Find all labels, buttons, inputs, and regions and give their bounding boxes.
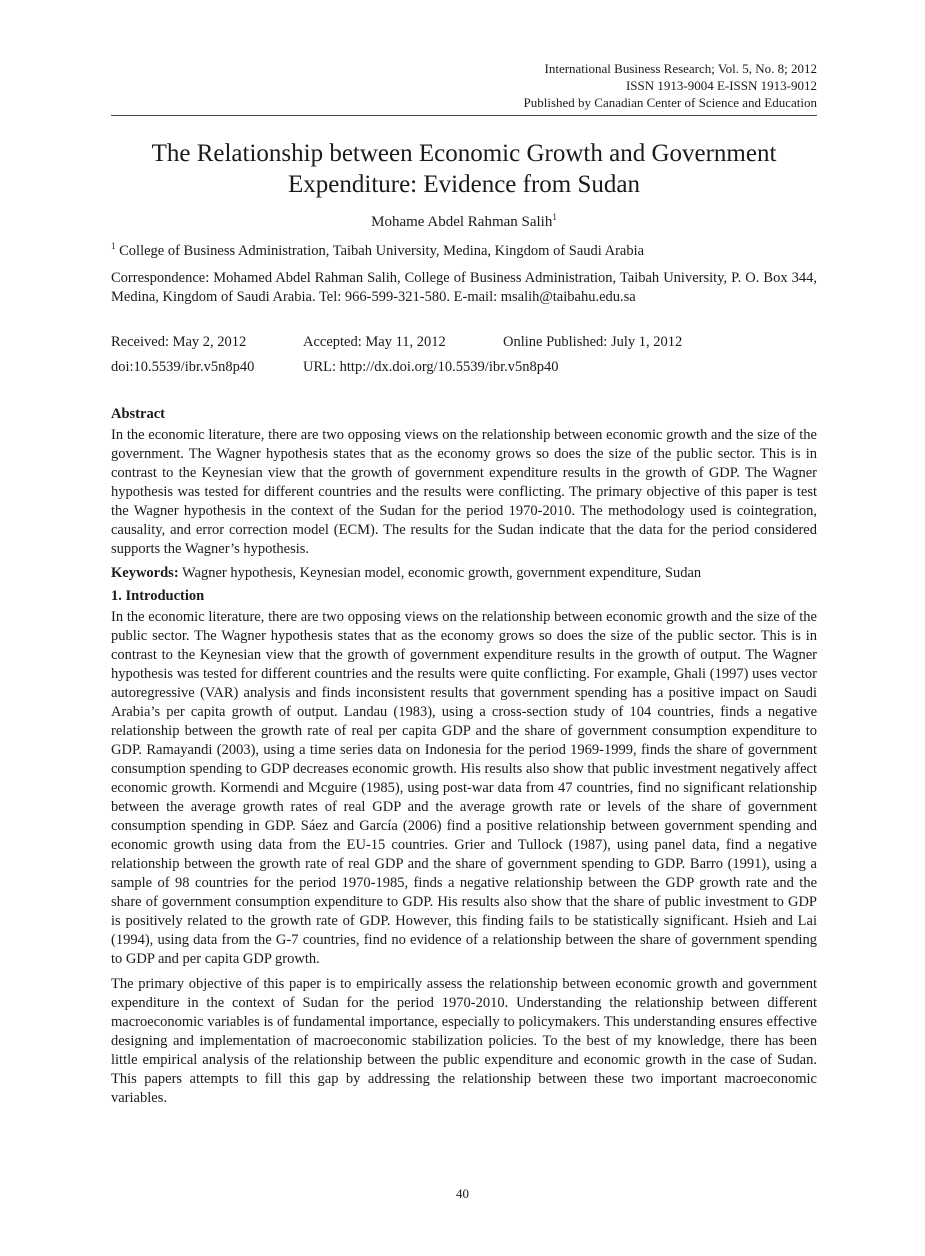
abstract-heading: Abstract bbox=[111, 405, 165, 422]
title-line-2: Expenditure: Evidence from Sudan bbox=[288, 171, 640, 198]
dates-block bbox=[111, 330, 817, 380]
header-rule bbox=[111, 115, 817, 116]
affiliation-text: College of Business Administration, Taibah University, Medina, Kingdom of Saudi Arabia bbox=[119, 242, 645, 259]
url-link[interactable]: URL: http://dx.doi.org/10.5539/ibr.v5n8p40 bbox=[303, 358, 559, 375]
keywords-text: Wagner hypothesis, Keynesian model, economic growth, government expenditure, Sudan bbox=[178, 564, 702, 581]
received-date: Received: May 2, 2012 bbox=[111, 333, 247, 350]
affiliation bbox=[111, 241, 817, 260]
issn-line: ISSN 1913-9004 E-ISSN 1913-9012 bbox=[625, 78, 817, 93]
running-header bbox=[111, 60, 817, 111]
page bbox=[111, 60, 817, 1108]
title-line-1: The Relationship between Economic Growth and Government bbox=[151, 140, 777, 167]
accepted-date: Accepted: May 11, 2012 bbox=[303, 333, 446, 350]
published-date: Online Published: July 1, 2012 bbox=[503, 333, 683, 350]
affiliation-sup: 1 bbox=[111, 241, 116, 251]
author bbox=[111, 212, 817, 231]
abstract-text: In the economic literature, there are two opposing views on the relationship between economic growth and the size of the government. The Wagner hypothesis states that as the economy grows so does the size of the public sector. This is in contrast to the Keynesian view that the growth of government expenditure results in the growth of GDP. The Wagner hypothesis was tested for different countries and the results were conflicting. The primary objective of this paper is test the Wagner hypothesis in the context of the Sudan for the period 1970-2010. The methodology used is cointegration, causality, and error correction model (ECM). The results for the Sudan indicate that the data for the period considered supports the Wagner’s hypothesis. bbox=[111, 426, 817, 557]
keywords bbox=[111, 565, 817, 582]
correspondence: Correspondence: Mohamed Abdel Rahman Salih, College of Business Administration, Taibah University, P. O. Box 344, Medina, Kingdom of Saudi Arabia. Tel: 966-599-321-580. E-mail: msalih@taibahu.edu.sa bbox=[111, 269, 817, 305]
author-sup: 1 bbox=[552, 212, 557, 222]
intro-paragraph-1: In the economic literature, there are two opposing views on the relationship between economic growth and the size of the public sector. The Wagner hypothesis states that as the economy grows so does the size of the public sector. This is in contrast to the Keynesian view that the growth of government expenditure results in the growth of output. The Wagner hypothesis was tested for different countries and the results were quite conflicting. For example, Ghali (1997) uses vector autoregressive (VAR) analysis and finds inconsistent results that government spending has a positive impact on Saudi Arabia’s per capita growth of output. Landau (1983), using a cross-section study of 104 countries, finds a negative relationship between the growth rate of real per capita GDP and the share of government consumption expenditure to GDP. Ramayandi (2003), using a time series data on Indonesia for the period 1969-1999, finds the share of government consumption spending to GDP decreases economic growth. His results also show that public investment negatively affect economic growth. Kormendi and Mcguire (1985), using post-war data from 47 countries, find no significant relationship between the average growth rates of real GDP and the average growth rate or levels of the share of government consumption spending in GDP. Sáez and García (2006) find a positive relationship between government spending and economic growth using data from the EU-15 countries. Grier and Tullock (1987), using panel data, find a negative relationship between the growth rate of real GDP and the share of government spending to GDP. Barro (1991), using a sample of 98 countries for the period 1970-1985, finds a negative relationship between the GDP growth rate and the share of government consumption expenditure to GDP. His results also show that the share of public investment to GDP is positively related to the growth rate of GDP. However, this finding fails to be statistically significant. Hsieh and Lai (1994), using data from the G-7 countries, find no evidence of a relationship between the share of government spending to GDP and per capita GDP growth. bbox=[111, 608, 817, 967]
intro-paragraph-2: The primary objective of this paper is to empirically assess the relationship between economic growth and government expenditure in the context of Sudan for the period 1970-2010. Understanding the relationship between different macroeconomic variables is of fundamental importance, especially to policymakers. This understanding ensures effective designing and implementation of macroeconomic stabilization policies. To the best of my knowledge, there has been little empirical analysis of the relationship between the public expenditure and economic growth in the case of Sudan. This papers attempts to fill this gap by addressing the relationship between these two important macroeconomic variables. bbox=[111, 975, 817, 1106]
page-number: 40 bbox=[456, 1186, 469, 1201]
introduction-heading: 1. Introduction bbox=[111, 587, 205, 604]
author-name: Mohame Abdel Rahman Salih bbox=[371, 214, 553, 230]
publisher-line: Published by Canadian Center of Science and Education bbox=[523, 95, 817, 110]
doi: doi:10.5539/ibr.v5n8p40 bbox=[111, 358, 255, 375]
journal-line: International Business Research; Vol. 5, No. 8; 2012 bbox=[544, 61, 817, 76]
paper-title bbox=[111, 138, 817, 200]
keywords-label: Keywords: bbox=[111, 564, 179, 581]
